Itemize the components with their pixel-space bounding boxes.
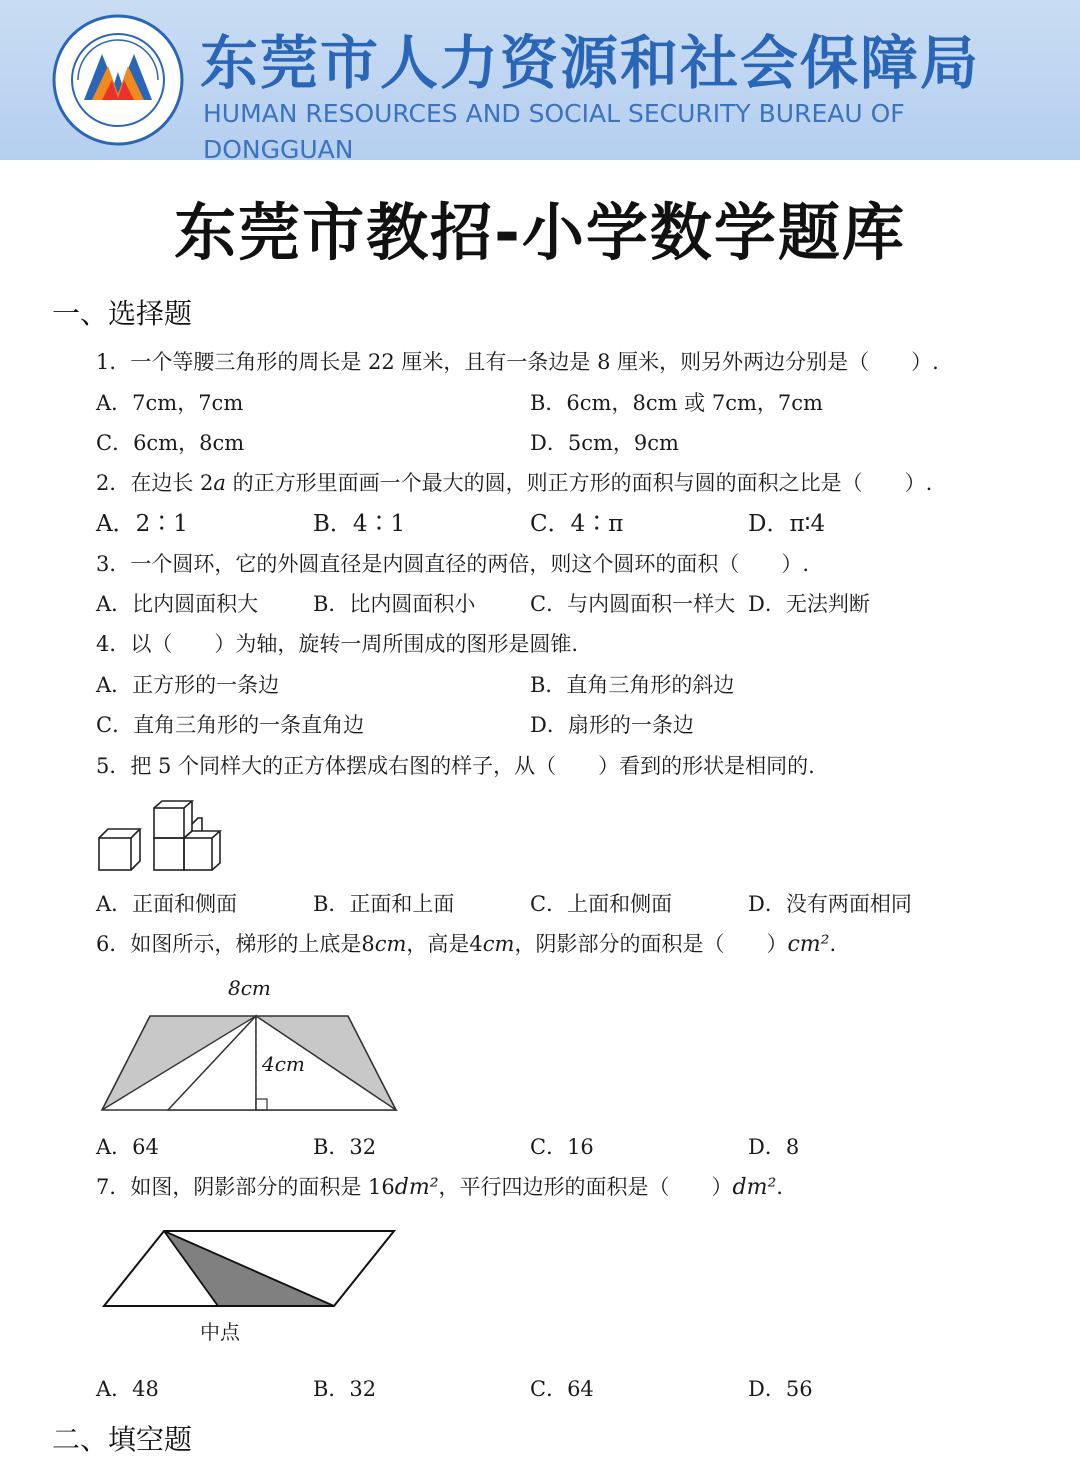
org-name: 东莞市人力资源和社会保障局 [200, 29, 981, 97]
question-3-option-a: A．比内圆面积大 [96, 592, 259, 616]
question-6-option-a: A．64 [96, 1135, 159, 1159]
question-4-option-b: B．直角三角形的斜边 [530, 673, 735, 697]
question-3-option-c: C．与内圆面积一样大 [530, 592, 736, 616]
question-2-option-d: D．π∶4 [748, 511, 826, 537]
question-5-option-a: A．正面和侧面 [96, 892, 238, 916]
question-4-option-d: D．扇形的一条边 [530, 713, 694, 737]
document-title: 东莞市教招-小学数学题库 [174, 196, 906, 269]
question-6-option-d: D．8 [748, 1135, 800, 1159]
header-banner [0, 0, 1080, 164]
question-5-option-b: B．正面和上面 [313, 892, 455, 916]
section-heading-fill-blank: 二、填空题 [52, 1423, 193, 1456]
cube-stack-figure [94, 798, 226, 874]
trapezoid-height-label: 4cm [262, 1052, 305, 1076]
question-2-stem: 2．在边长 2a 的正方形里面画一个最大的圆，则正方形的面积与圆的面积之比是（ ）. [96, 471, 933, 495]
question-7-option-c: C．64 [530, 1377, 594, 1401]
question-3-stem: 3．一个圆环，它的外圆直径是内圆直径的两倍，则这个圆环的面积（ ）. [96, 552, 810, 576]
question-3-option-d: D．无法判断 [748, 592, 870, 616]
question-4-option-a: A．正方形的一条边 [96, 673, 280, 697]
question-2-option-a: A．2∶1 [96, 511, 188, 537]
question-3-option-b: B．比内圆面积小 [313, 592, 476, 616]
question-7-option-b: B．32 [313, 1377, 377, 1401]
question-5-stem: 5．把 5 个同样大的正方体摆成右图的样子，从（ ）看到的形状是相同的. [96, 754, 815, 778]
question-1-option-d: D．5cm，9cm [530, 431, 679, 455]
question-4-stem: 4．以（ ）为轴，旋转一周所围成的图形是圆锥. [96, 632, 579, 656]
parallelogram-figure [100, 1226, 400, 1312]
question-6-option-c: C．16 [530, 1135, 594, 1159]
trapezoid-figure [96, 1010, 406, 1116]
question-2-option-c: C．4∶π [530, 511, 624, 537]
question-7-option-d: D．56 [748, 1377, 813, 1401]
question-7-stem: 7．如图，阴影部分的面积是 16dm²，平行四边形的面积是（ ）dm². [96, 1175, 783, 1200]
midpoint-label: 中点 [200, 1320, 240, 1344]
question-5-option-d: D．没有两面相同 [748, 892, 912, 916]
question-2-option-b: B．4∶1 [313, 511, 406, 537]
trapezoid-top-label: 8cm [228, 976, 271, 1000]
question-5-option-c: C．上面和侧面 [530, 892, 673, 916]
question-7-option-a: A．48 [96, 1377, 159, 1401]
bureau-logo [52, 14, 184, 146]
question-1-stem: 1．一个等腰三角形的周长是 22 厘米，且有一条边是 8 厘米，则另外两边分别是（ ）. [96, 350, 939, 374]
question-1-option-a: A．7cm，7cm [96, 391, 244, 415]
question-6-option-b: B．32 [313, 1135, 377, 1159]
question-6-stem: 6．如图所示，梯形的上底是8cm，高是4cm，阴影部分的面积是（ ）cm². [96, 932, 837, 957]
question-1-option-b: B．6cm，8cm 或 7cm，7cm [530, 391, 823, 415]
question-4-option-c: C．直角三角形的一条直角边 [96, 713, 365, 737]
section-heading-choice: 一、选择题 [52, 297, 193, 330]
org-name-english: HUMAN RESOURCES AND SOCIAL SECURITY BUREAU OF DONGGUAN [203, 99, 905, 164]
question-1-option-c: C．6cm，8cm [96, 431, 245, 455]
